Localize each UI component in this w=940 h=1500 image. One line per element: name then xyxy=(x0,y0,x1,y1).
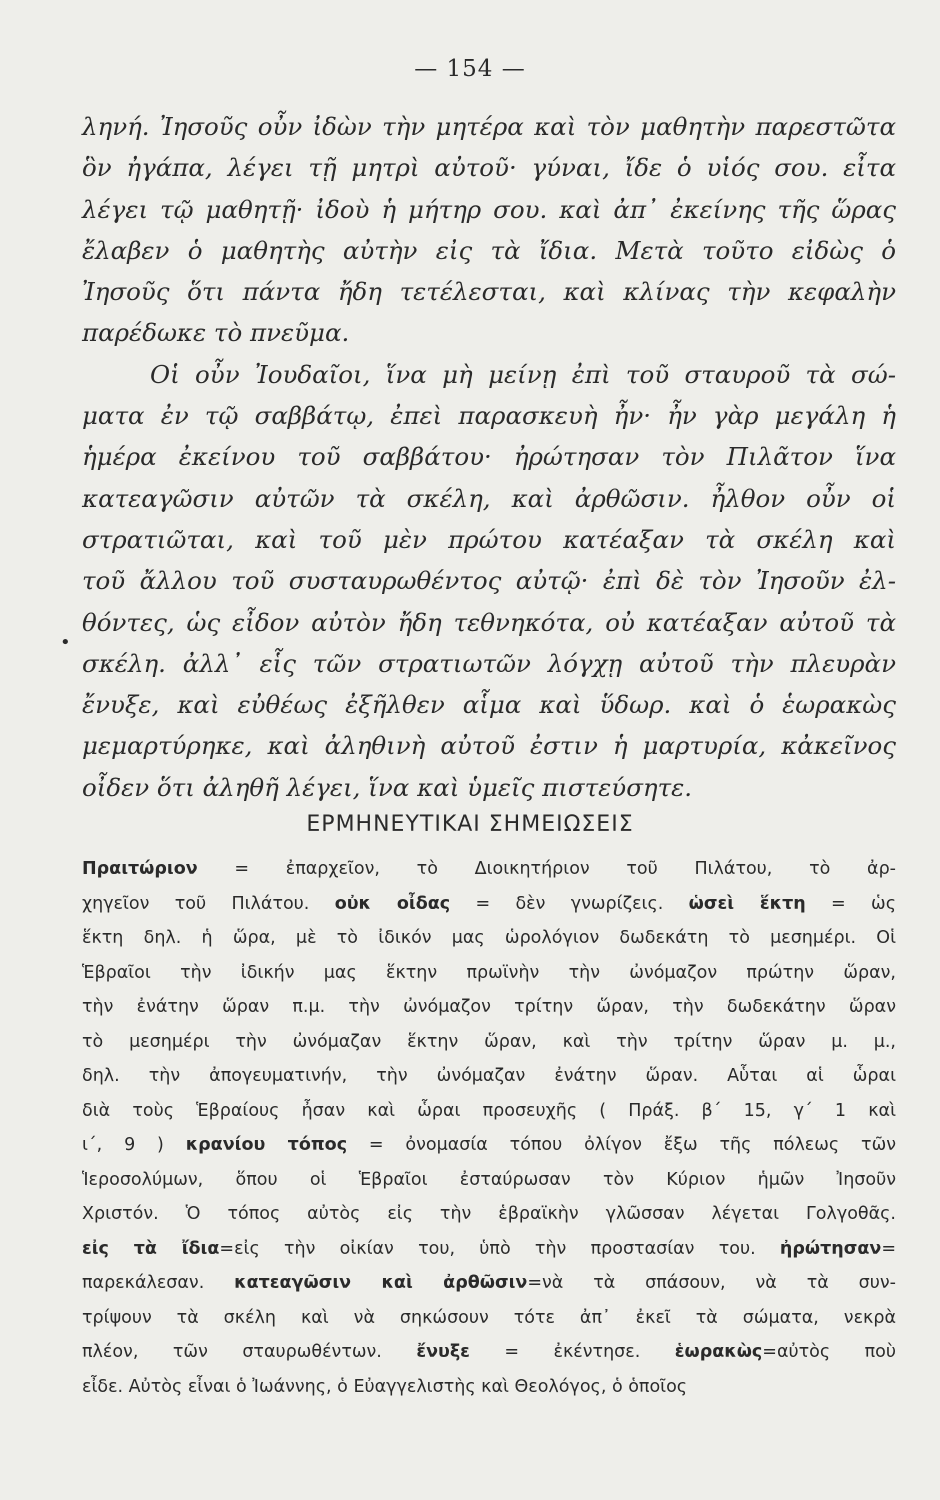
note-text: = ὡς xyxy=(805,893,896,914)
text-line: σκέλη. ἀλλ᾿ εἷς τῶν στρατιωτῶν λόγχῃ αὐτοῦ τὴν πλευρὰν xyxy=(82,648,896,678)
text-line: ματα ἐν τῷ σαββάτῳ, ἐπεὶ παρασκευὴ ἦν· ἦν γὰρ μεγάλη ἡ xyxy=(82,401,896,431)
notes-heading: ΕΡΜΗΝΕΥΤΙΚΑΙ ΣΗΜΕΙΩΣΕΙΣ xyxy=(306,812,634,837)
note-line xyxy=(82,1025,896,1060)
note-term: ὡσεὶ ἕκτη xyxy=(688,893,806,914)
note-text: ἕκτη δηλ. ἡ ὥρα, μὲ τὸ ἰδικόν μας ὡρολόγιον δωδεκάτη τὸ μεσημέρι. Οἱ xyxy=(82,928,896,948)
note-term: ἠρώτησαν xyxy=(779,1238,882,1259)
note-text: Χριστόν. Ὁ τόπος αὐτὸς εἰς τὴν ἑβραϊκὴν γλῶσσαν λέγεται Γολγοθᾶς. xyxy=(82,1204,896,1224)
note-line xyxy=(82,1128,896,1163)
note-text: Ἑβραῖοι τὴν ἰδικήν μας ἕκτην πρωϊνὴν τὴν ὠνόμαζον πρώτην ὥραν, xyxy=(82,962,896,983)
interpretive-notes xyxy=(82,852,896,1404)
text-line: ἡμέρα ἐκείνου τοῦ σαββάτου· ἠρώτησαν τὸν Πιλᾶτον ἵνα xyxy=(82,442,896,472)
note-line xyxy=(82,990,896,1025)
note-term: οὐκ οἶδας xyxy=(334,893,451,914)
note-text: =εἰς τὴν οἰκίαν του, ὑπὸ τὴν προστασίαν του. xyxy=(219,1238,780,1259)
note-term: εἰς τὰ ἴδια xyxy=(82,1238,220,1259)
note-text: ι´, 9 ) xyxy=(82,1135,186,1155)
note-term: ἑωρακὼς xyxy=(674,1342,763,1362)
note-line xyxy=(82,887,896,922)
note-text: = ἐκέντησε. xyxy=(469,1342,675,1362)
note-line xyxy=(82,1266,896,1301)
note-text: τρίψουν τὰ σκέλη καὶ νὰ σηκώσουν τότε ἀπ᾿ ἐκεῖ τὰ σώματα, νεκρὰ xyxy=(82,1307,896,1328)
note-line xyxy=(82,1059,896,1094)
note-term: Πραιτώριον xyxy=(82,859,198,879)
note-text: παρεκάλεσαν. xyxy=(82,1273,235,1293)
page-number: — 154 — xyxy=(414,56,526,82)
text-line: Ἰησοῦς ὅτι πάντα ἤδη τετέλεσται, καὶ κλίνας τὴν κεφαλὴν xyxy=(82,277,896,307)
note-line xyxy=(82,921,896,956)
note-term: ἔνυξε xyxy=(416,1342,470,1362)
note-text: =αὐτὸς ποὺ xyxy=(762,1342,896,1362)
text-line: Οἱ οὖν Ἰουδαῖοι, ἵνα μὴ μείνῃ ἐπὶ τοῦ σταυροῦ τὰ σώ- xyxy=(150,359,896,389)
note-text: δηλ. τὴν ἀπογευματινήν, τὴν ὠνόμαζαν ἐνάτην ὥραν. Αὗται αἱ ὧραι xyxy=(82,1066,896,1086)
margin-mark: • xyxy=(60,632,71,653)
scripture-text xyxy=(82,106,896,808)
note-text: πλέον, τῶν σταυρωθέντων. xyxy=(82,1342,417,1362)
note-text: = ἐπαρχεῖον, τὸ Διοικητήριον τοῦ Πιλάτου, τὸ ἀρ- xyxy=(197,859,896,879)
text-line: ὃν ἠγάπα, λέγει τῇ μητρὶ αὐτοῦ· γύναι, ἴδε ὁ υἱός σου. εἶτα xyxy=(82,153,896,183)
note-text: χηγεῖον τοῦ Πιλάτου. xyxy=(82,893,335,914)
text-line: ἔνυξε, καὶ εὐθέως ἐξῆλθεν αἷμα καὶ ὕδωρ. καὶ ὁ ἑωρακὼς xyxy=(82,690,896,720)
text-line: στρατιῶται, καὶ τοῦ μὲν πρώτου κατέαξαν τὰ σκέλη καὶ xyxy=(82,524,896,554)
note-line xyxy=(82,956,896,991)
text-line: θόντες, ὡς εἶδον αὐτὸν ἤδη τεθνηκότα, οὐ κατέαξαν αὐτοῦ τὰ xyxy=(82,607,896,637)
text-line: παρέδωκε τὸ πνεῦμα. xyxy=(82,318,350,348)
note-line xyxy=(82,1163,896,1198)
note-term: κατεαγῶσιν καὶ ἀρθῶσιν xyxy=(234,1273,528,1293)
text-line: κατεαγῶσιν αὐτῶν τὰ σκέλη, καὶ ἀρθῶσιν. ἦλθον οὖν οἱ xyxy=(82,483,896,513)
note-text: τὴν ἐνάτην ὥραν π.μ. τὴν ὠνόμαζον τρίτην ὥραν, τὴν δωδεκάτην ὥραν xyxy=(82,997,896,1017)
note-term: κρανίου τόπος xyxy=(185,1135,348,1155)
text-line: οἶδεν ὅτι ἀληθῆ λέγει, ἵνα καὶ ὑμεῖς πιστεύσητε. xyxy=(82,772,693,802)
note-line xyxy=(82,1370,896,1405)
note-line xyxy=(82,1232,896,1267)
text-line: μεμαρτύρηκε, καὶ ἀληθινὴ αὐτοῦ ἐστιν ἡ μαρτυρία, κἀκεῖνος xyxy=(82,731,896,761)
text-line: ἔλαβεν ὁ μαθητὴς αὐτὴν εἰς τὰ ἴδια. Μετὰ τοῦτο εἰδὼς ὁ xyxy=(82,235,896,265)
note-text: =νὰ τὰ σπάσουν, νὰ τὰ συν- xyxy=(527,1273,896,1293)
note-text: εἶδε. Αὐτὸς εἶναι ὁ Ἰωάννης, ὁ Εὐαγγελιστὴς καὶ Θεολόγος, ὁ ὁποῖος xyxy=(82,1376,688,1397)
note-text: = δὲν γνωρίζεις. xyxy=(450,893,689,914)
note-line xyxy=(82,1301,896,1336)
note-line xyxy=(82,1094,896,1129)
text-line: ληνή. Ἰησοῦς οὖν ἰδὼν τὴν μητέρα καὶ τὸν μαθητὴν παρεστῶτα xyxy=(82,112,896,141)
note-line xyxy=(82,852,896,887)
note-text: = xyxy=(881,1238,896,1259)
note-line xyxy=(82,1197,896,1232)
note-text: τὸ μεσημέρι τὴν ὠνόμαζαν ἕκτην ὥραν, καὶ τὴν τρίτην ὥραν μ. μ., xyxy=(82,1031,896,1052)
note-text: διὰ τοὺς Ἑβραίους ἦσαν καὶ ὧραι προσευχῆς ( Πράξ. β´ 15, γ´ 1 καὶ xyxy=(82,1100,896,1121)
text-line: τοῦ ἄλλου τοῦ συσταυρωθέντος αὐτῷ· ἐπὶ δὲ τὸν Ἰησοῦν ἐλ- xyxy=(82,566,896,596)
note-line xyxy=(82,1335,896,1370)
note-text: = ὀνομασία τόπου ὀλίγον ἔξω τῆς πόλεως τῶν xyxy=(347,1135,896,1155)
text-line: λέγει τῷ μαθητῇ· ἰδοὺ ἡ μήτηρ σου. καὶ ἀπ᾿ ἐκείνης τῆς ὥρας xyxy=(82,194,896,224)
note-text: Ἱεροσολύμων, ὅπου οἱ Ἑβραῖοι ἐσταύρωσαν τὸν Κύριον ἡμῶν Ἰησοῦν xyxy=(82,1169,896,1190)
